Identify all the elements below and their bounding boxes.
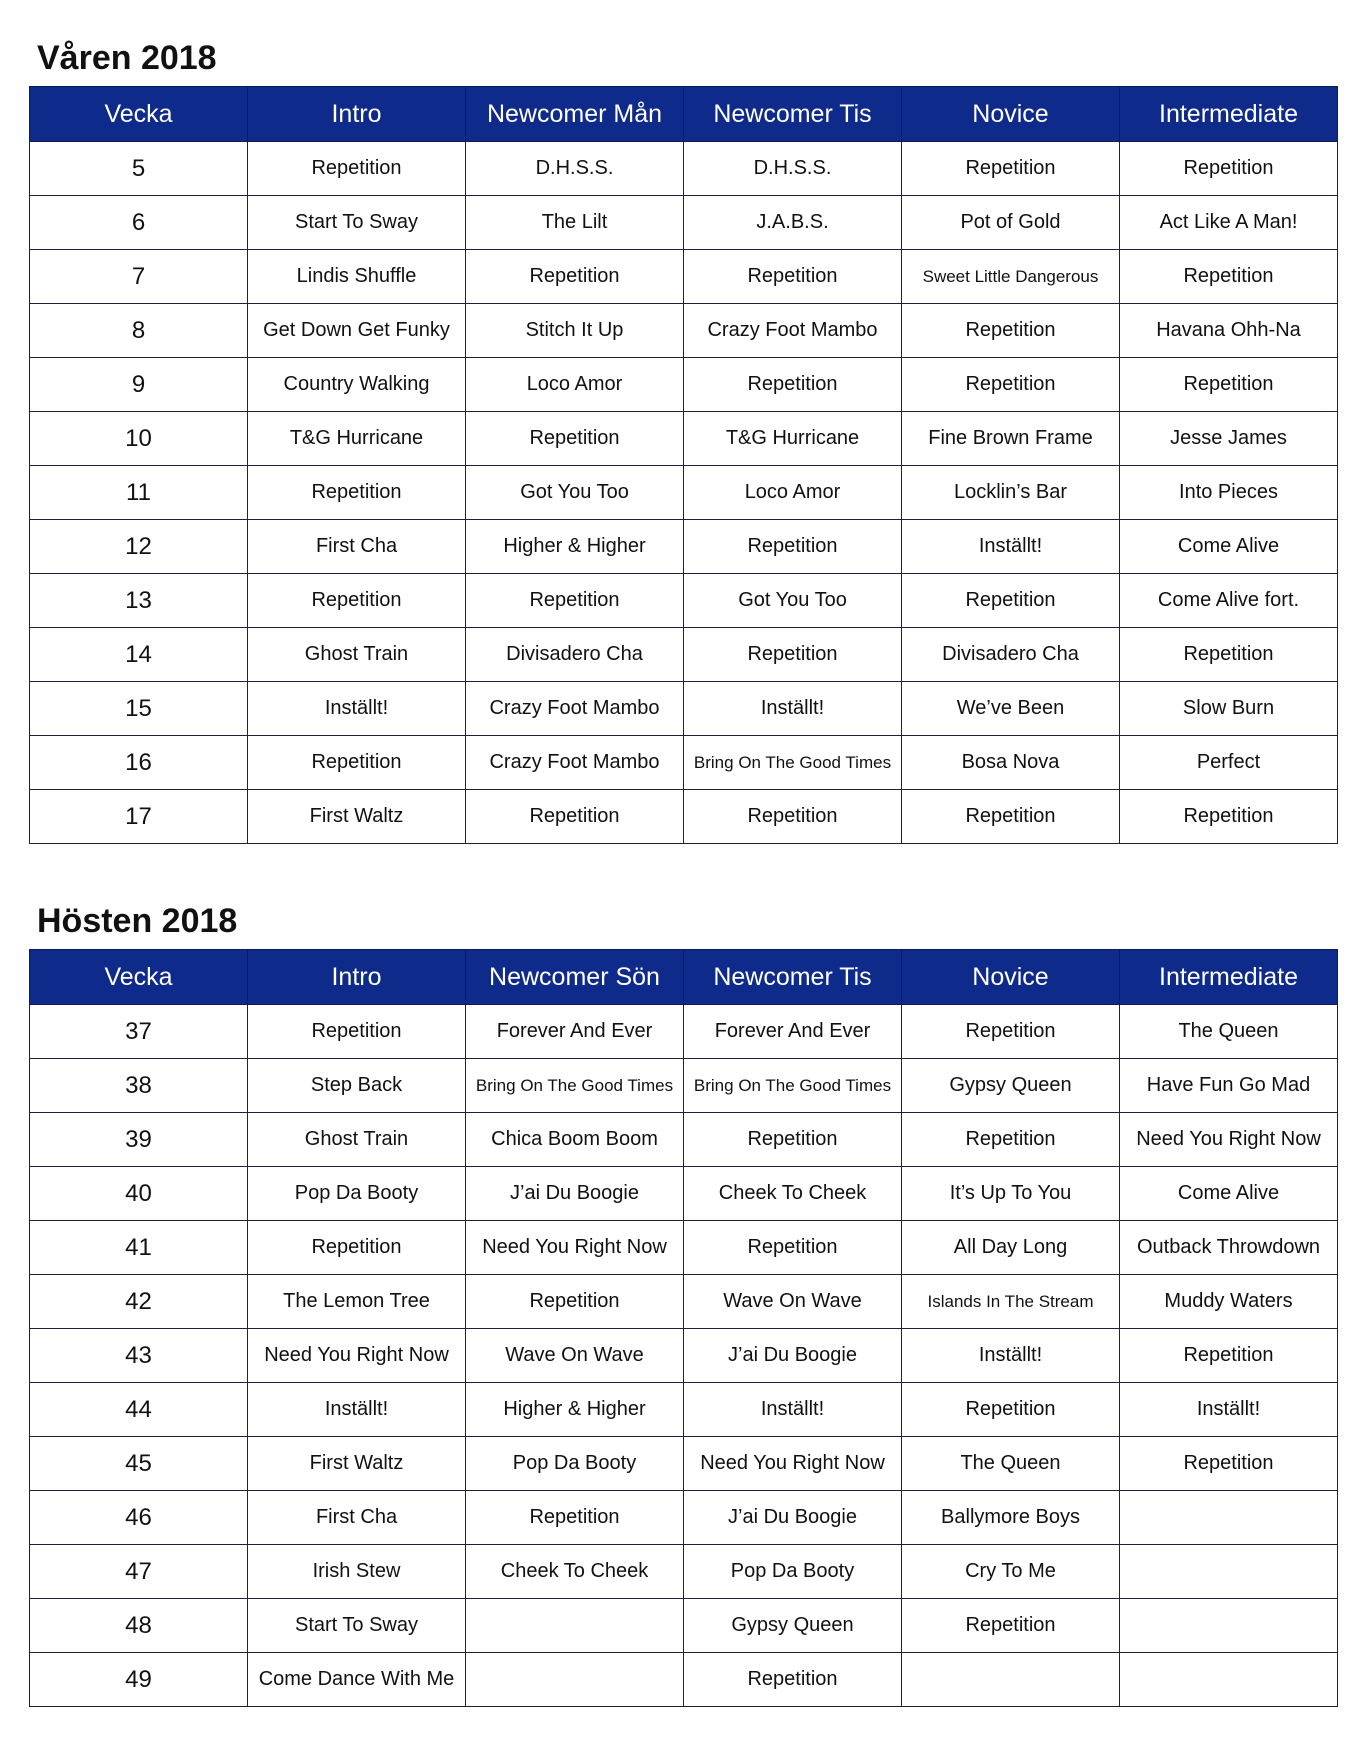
newcomer-cell-2: Pop Da Booty — [684, 1545, 902, 1599]
week-cell: 43 — [30, 1329, 248, 1383]
novice-cell: Cry To Me — [902, 1545, 1120, 1599]
week-cell: 17 — [30, 790, 248, 844]
newcomer-cell-1: Crazy Foot Mambo — [466, 736, 684, 790]
week-cell: 38 — [30, 1059, 248, 1113]
table-row — [30, 1113, 1338, 1167]
newcomer-cell-1: Cheek To Cheek — [466, 1545, 684, 1599]
intro-cell: Lindis Shuffle — [248, 250, 466, 304]
newcomer-cell-2: Repetition — [684, 358, 902, 412]
novice-cell — [902, 1653, 1120, 1707]
intro-cell: Ghost Train — [248, 628, 466, 682]
table-row — [30, 1167, 1338, 1221]
newcomer-cell-1: Repetition — [466, 790, 684, 844]
autumn-header-row — [30, 950, 1338, 1005]
novice-cell: Inställt! — [902, 1329, 1120, 1383]
column-header-novice: Novice — [902, 87, 1120, 142]
newcomer-cell-2: Repetition — [684, 250, 902, 304]
newcomer-cell-2: Repetition — [684, 1113, 902, 1167]
newcomer-cell-2: Cheek To Cheek — [684, 1167, 902, 1221]
week-cell: 46 — [30, 1491, 248, 1545]
novice-cell: Ballymore Boys — [902, 1491, 1120, 1545]
intro-cell: Repetition — [248, 1221, 466, 1275]
novice-cell: Gypsy Queen — [902, 1059, 1120, 1113]
newcomer-cell-2: Repetition — [684, 1653, 902, 1707]
newcomer-cell-1: Stitch It Up — [466, 304, 684, 358]
table-row — [30, 1599, 1338, 1653]
newcomer-cell-1: Repetition — [466, 412, 684, 466]
table-row — [30, 574, 1338, 628]
intro-cell: Country Walking — [248, 358, 466, 412]
intermediate-cell: Slow Burn — [1120, 682, 1338, 736]
newcomer-cell-1: Repetition — [466, 1491, 684, 1545]
table-row — [30, 250, 1338, 304]
novice-cell: Pot of Gold — [902, 196, 1120, 250]
table-row — [30, 1383, 1338, 1437]
intro-cell: Need You Right Now — [248, 1329, 466, 1383]
novice-cell: Locklin’s Bar — [902, 466, 1120, 520]
newcomer-cell-2: J.A.B.S. — [684, 196, 902, 250]
table-row — [30, 520, 1338, 574]
newcomer-cell-2: Got You Too — [684, 574, 902, 628]
week-cell: 9 — [30, 358, 248, 412]
newcomer-cell-1: Loco Amor — [466, 358, 684, 412]
week-cell: 37 — [30, 1005, 248, 1059]
column-header-intermediate: Intermediate — [1120, 950, 1338, 1005]
week-cell: 41 — [30, 1221, 248, 1275]
newcomer-cell-1: Got You Too — [466, 466, 684, 520]
intermediate-cell: Need You Right Now — [1120, 1113, 1338, 1167]
newcomer-cell-1: Chica Boom Boom — [466, 1113, 684, 1167]
intro-cell: T&G Hurricane — [248, 412, 466, 466]
novice-cell: Repetition — [902, 1599, 1120, 1653]
newcomer-cell-2: Repetition — [684, 628, 902, 682]
intermediate-cell: Perfect — [1120, 736, 1338, 790]
intermediate-cell: Into Pieces — [1120, 466, 1338, 520]
newcomer-cell-1 — [466, 1599, 684, 1653]
intermediate-cell: Repetition — [1120, 142, 1338, 196]
intermediate-cell: Repetition — [1120, 628, 1338, 682]
table-row — [30, 1437, 1338, 1491]
newcomer-cell-1: Crazy Foot Mambo — [466, 682, 684, 736]
table-row — [30, 358, 1338, 412]
newcomer-cell-2: J’ai Du Boogie — [684, 1329, 902, 1383]
novice-cell: Repetition — [902, 142, 1120, 196]
column-header-newcomer-tue: Newcomer Tis — [684, 950, 902, 1005]
newcomer-cell-2: Need You Right Now — [684, 1437, 902, 1491]
week-cell: 47 — [30, 1545, 248, 1599]
autumn-section-title: Hösten 2018 — [37, 902, 238, 940]
column-header-intro: Intro — [248, 87, 466, 142]
novice-cell: Repetition — [902, 790, 1120, 844]
newcomer-cell-1: Repetition — [466, 1275, 684, 1329]
table-row — [30, 1221, 1338, 1275]
newcomer-cell-2: Inställt! — [684, 1383, 902, 1437]
newcomer-cell-2: Inställt! — [684, 682, 902, 736]
table-row — [30, 196, 1338, 250]
spring-header-row — [30, 87, 1338, 142]
spring-schedule-table — [29, 86, 1338, 844]
newcomer-cell-1: J’ai Du Boogie — [466, 1167, 684, 1221]
table-row — [30, 1491, 1338, 1545]
spring-schedule-section — [29, 30, 1338, 844]
newcomer-cell-1: Higher & Higher — [466, 520, 684, 574]
week-cell: 11 — [30, 466, 248, 520]
intermediate-cell: The Queen — [1120, 1005, 1338, 1059]
week-cell: 42 — [30, 1275, 248, 1329]
intermediate-cell: Outback Throwdown — [1120, 1221, 1338, 1275]
table-row — [30, 466, 1338, 520]
week-cell: 13 — [30, 574, 248, 628]
table-row — [30, 682, 1338, 736]
table-row — [30, 790, 1338, 844]
intermediate-cell — [1120, 1653, 1338, 1707]
intermediate-cell: Muddy Waters — [1120, 1275, 1338, 1329]
column-header-newcomer-mon: Newcomer Mån — [466, 87, 684, 142]
intro-cell: Step Back — [248, 1059, 466, 1113]
novice-cell: The Queen — [902, 1437, 1120, 1491]
table-row — [30, 142, 1338, 196]
table-row — [30, 412, 1338, 466]
newcomer-cell-2: Gypsy Queen — [684, 1599, 902, 1653]
novice-cell: We’ve Been — [902, 682, 1120, 736]
intro-cell: First Waltz — [248, 790, 466, 844]
week-cell: 12 — [30, 520, 248, 574]
intermediate-cell — [1120, 1491, 1338, 1545]
intermediate-cell: Inställt! — [1120, 1383, 1338, 1437]
intro-cell: Come Dance With Me — [248, 1653, 466, 1707]
newcomer-cell-2: D.H.S.S. — [684, 142, 902, 196]
autumn-schedule-table — [29, 949, 1338, 1707]
intermediate-cell: Come Alive fort. — [1120, 574, 1338, 628]
intro-cell: Inställt! — [248, 682, 466, 736]
week-cell: 16 — [30, 736, 248, 790]
intro-cell: First Cha — [248, 1491, 466, 1545]
newcomer-cell-2: Forever And Ever — [684, 1005, 902, 1059]
novice-cell: Repetition — [902, 1113, 1120, 1167]
newcomer-cell-2: Bring On The Good Times — [684, 1059, 902, 1113]
newcomer-cell-1: The Lilt — [466, 196, 684, 250]
autumn-schedule-section — [29, 893, 1338, 1707]
week-cell: 39 — [30, 1113, 248, 1167]
table-row — [30, 304, 1338, 358]
intro-cell: Repetition — [248, 736, 466, 790]
intermediate-cell: Repetition — [1120, 358, 1338, 412]
newcomer-cell-1: Wave On Wave — [466, 1329, 684, 1383]
newcomer-cell-1: Repetition — [466, 250, 684, 304]
week-cell: 48 — [30, 1599, 248, 1653]
week-cell: 5 — [30, 142, 248, 196]
newcomer-cell-1: Bring On The Good Times — [466, 1059, 684, 1113]
intermediate-cell: Act Like A Man! — [1120, 196, 1338, 250]
novice-cell: Repetition — [902, 304, 1120, 358]
week-cell: 44 — [30, 1383, 248, 1437]
intermediate-cell: Repetition — [1120, 1437, 1338, 1491]
newcomer-cell-2: J’ai Du Boogie — [684, 1491, 902, 1545]
newcomer-cell-1: Higher & Higher — [466, 1383, 684, 1437]
week-cell: 10 — [30, 412, 248, 466]
intro-cell: Irish Stew — [248, 1545, 466, 1599]
table-row — [30, 736, 1338, 790]
intro-cell: Inställt! — [248, 1383, 466, 1437]
spring-section-title: Våren 2018 — [37, 39, 217, 77]
table-row — [30, 1329, 1338, 1383]
column-header-week: Vecka — [30, 87, 248, 142]
week-cell: 8 — [30, 304, 248, 358]
week-cell: 7 — [30, 250, 248, 304]
intermediate-cell: Repetition — [1120, 790, 1338, 844]
newcomer-cell-2: Repetition — [684, 1221, 902, 1275]
table-row — [30, 1275, 1338, 1329]
newcomer-cell-2: Loco Amor — [684, 466, 902, 520]
spring-table-body — [30, 142, 1338, 844]
column-header-intermediate: Intermediate — [1120, 87, 1338, 142]
newcomer-cell-1: Divisadero Cha — [466, 628, 684, 682]
table-row — [30, 1653, 1338, 1707]
table-row — [30, 1005, 1338, 1059]
week-cell: 6 — [30, 196, 248, 250]
intro-cell: First Waltz — [248, 1437, 466, 1491]
newcomer-cell-2: Repetition — [684, 520, 902, 574]
novice-cell: Sweet Little Dangerous — [902, 250, 1120, 304]
novice-cell: Bosa Nova — [902, 736, 1120, 790]
week-cell: 45 — [30, 1437, 248, 1491]
intro-cell: Get Down Get Funky — [248, 304, 466, 358]
novice-cell: Repetition — [902, 574, 1120, 628]
week-cell: 40 — [30, 1167, 248, 1221]
intro-cell: Repetition — [248, 466, 466, 520]
intro-cell: Repetition — [248, 1005, 466, 1059]
intermediate-cell: Have Fun Go Mad — [1120, 1059, 1338, 1113]
table-row — [30, 1545, 1338, 1599]
newcomer-cell-2: Crazy Foot Mambo — [684, 304, 902, 358]
intro-cell: First Cha — [248, 520, 466, 574]
intro-cell: Repetition — [248, 574, 466, 628]
table-row — [30, 628, 1338, 682]
novice-cell: Fine Brown Frame — [902, 412, 1120, 466]
intro-cell: Start To Sway — [248, 196, 466, 250]
intermediate-cell — [1120, 1599, 1338, 1653]
column-header-novice: Novice — [902, 950, 1120, 1005]
newcomer-cell-2: Wave On Wave — [684, 1275, 902, 1329]
newcomer-cell-1: Pop Da Booty — [466, 1437, 684, 1491]
week-cell: 49 — [30, 1653, 248, 1707]
autumn-table-body — [30, 1005, 1338, 1707]
column-header-intro: Intro — [248, 950, 466, 1005]
column-header-newcomer-tue: Newcomer Tis — [684, 87, 902, 142]
intermediate-cell: Repetition — [1120, 1329, 1338, 1383]
novice-cell: Repetition — [902, 1383, 1120, 1437]
novice-cell: Islands In The Stream — [902, 1275, 1120, 1329]
intermediate-cell: Come Alive — [1120, 520, 1338, 574]
novice-cell: Inställt! — [902, 520, 1120, 574]
novice-cell: All Day Long — [902, 1221, 1120, 1275]
intermediate-cell: Jesse James — [1120, 412, 1338, 466]
intermediate-cell: Repetition — [1120, 250, 1338, 304]
newcomer-cell-1 — [466, 1653, 684, 1707]
newcomer-cell-2: Repetition — [684, 790, 902, 844]
table-row — [30, 1059, 1338, 1113]
intro-cell: Pop Da Booty — [248, 1167, 466, 1221]
week-cell: 14 — [30, 628, 248, 682]
newcomer-cell-1: Forever And Ever — [466, 1005, 684, 1059]
intermediate-cell: Come Alive — [1120, 1167, 1338, 1221]
newcomer-cell-1: Repetition — [466, 574, 684, 628]
week-cell: 15 — [30, 682, 248, 736]
column-header-week: Vecka — [30, 950, 248, 1005]
newcomer-cell-1: D.H.S.S. — [466, 142, 684, 196]
column-header-newcomer-sun: Newcomer Sön — [466, 950, 684, 1005]
novice-cell: Repetition — [902, 358, 1120, 412]
newcomer-cell-1: Need You Right Now — [466, 1221, 684, 1275]
newcomer-cell-2: Bring On The Good Times — [684, 736, 902, 790]
intro-cell: Repetition — [248, 142, 466, 196]
intro-cell: Start To Sway — [248, 1599, 466, 1653]
intermediate-cell: Havana Ohh-Na — [1120, 304, 1338, 358]
intro-cell: Ghost Train — [248, 1113, 466, 1167]
novice-cell: It’s Up To You — [902, 1167, 1120, 1221]
novice-cell: Divisadero Cha — [902, 628, 1120, 682]
intermediate-cell — [1120, 1545, 1338, 1599]
intro-cell: The Lemon Tree — [248, 1275, 466, 1329]
newcomer-cell-2: T&G Hurricane — [684, 412, 902, 466]
novice-cell: Repetition — [902, 1005, 1120, 1059]
